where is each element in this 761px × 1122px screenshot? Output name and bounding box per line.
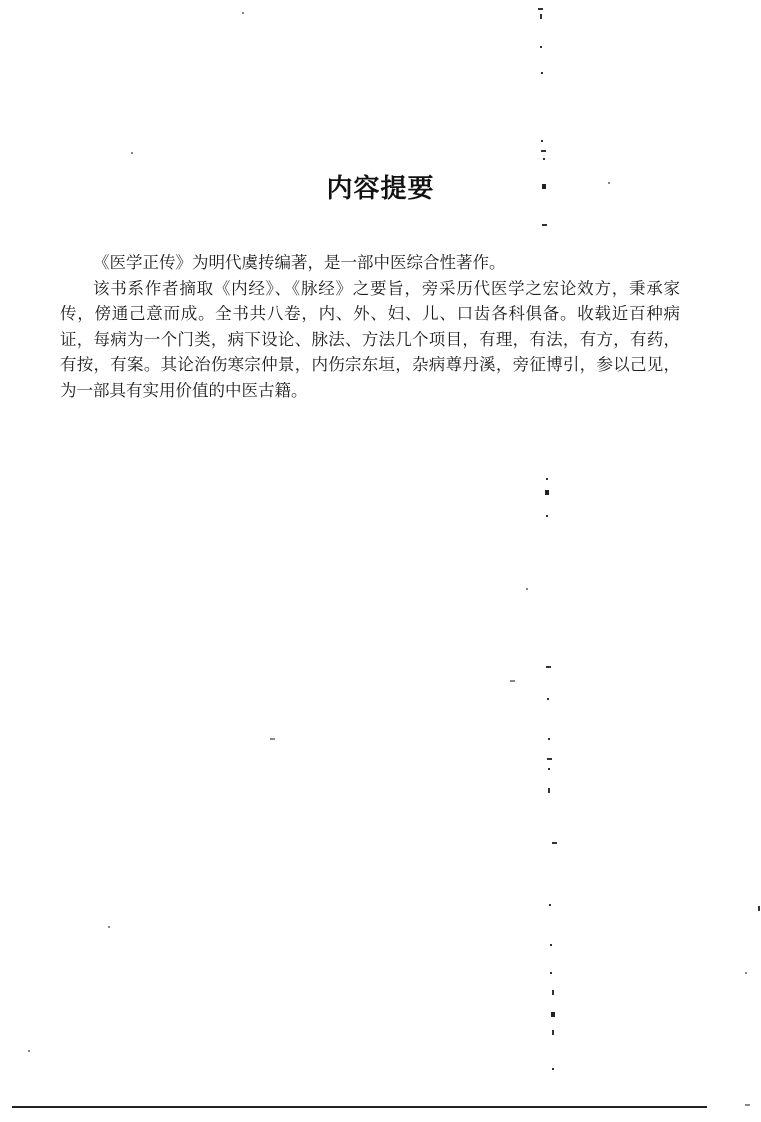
scan-speck (242, 12, 244, 14)
scan-speck (745, 972, 747, 974)
scan-speck (547, 698, 549, 700)
scan-speck (549, 904, 551, 906)
paragraph-details: 该书系作者摘取《内经》、《脉经》之要旨，旁采历代医学之宏论效方，秉承家传，傍通己意而成。全书共八卷，内、外、妇、儿、口齿各科俱备。收载近百种病证，每病为一个门类，病下设论、脉法、方法几个项目，有理，有法，有方，有药，有按，有案。其论治伤寒宗仲景，内伤宗东垣，杂病尊丹溪，旁征博引，参以己见，为一部具有实用价值的中医古籍。 (60, 278, 680, 400)
scan-speck (541, 140, 543, 142)
scan-speck (538, 8, 543, 10)
scan-speck (108, 926, 110, 928)
scan-speck (541, 72, 543, 74)
scan-speck (541, 150, 546, 152)
scan-speck (758, 906, 760, 911)
scan-speck (540, 14, 542, 19)
scan-speck (542, 184, 546, 189)
scan-speck (546, 666, 551, 668)
paragraph-intro: 《医学正传》为明代虞抟编著，是一部中医综合性著作。 (93, 253, 506, 272)
scan-speck (546, 478, 548, 480)
scan-speck (547, 758, 552, 760)
scan-speck (548, 738, 550, 740)
scan-speck (745, 1104, 750, 1106)
scan-speck (552, 1030, 554, 1035)
scan-speck (526, 588, 528, 590)
scan-speck (552, 842, 557, 844)
scan-speck (540, 46, 542, 48)
page-title: 内容提要 (326, 174, 435, 204)
scan-speck (542, 224, 547, 226)
scan-speck (552, 1068, 554, 1070)
bottom-rule (12, 1106, 707, 1108)
summary-body (60, 250, 680, 403)
scan-speck (548, 788, 550, 793)
scan-speck (548, 768, 550, 770)
scan-speck (551, 1012, 555, 1017)
scan-speck (546, 515, 548, 517)
scan-speck (608, 182, 610, 184)
scan-speck (550, 944, 552, 946)
scan-speck (131, 152, 133, 154)
scan-speck (552, 990, 554, 995)
scan-speck (510, 680, 515, 682)
scan-speck (28, 1050, 30, 1052)
scan-speck (543, 158, 545, 160)
scan-speck (550, 972, 552, 974)
scan-speck (545, 490, 549, 495)
scan-speck (270, 738, 275, 740)
